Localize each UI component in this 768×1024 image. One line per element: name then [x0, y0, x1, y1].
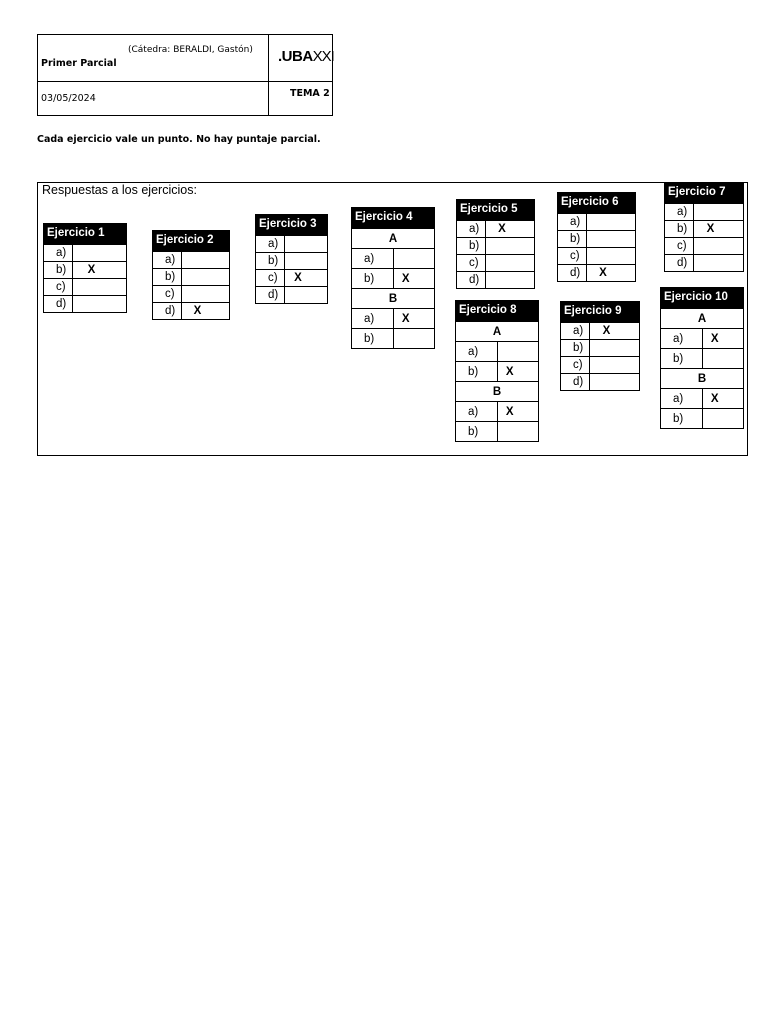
answer-table — [456, 220, 535, 289]
header-divider-vertical — [268, 35, 269, 115]
option-label: a) — [44, 245, 73, 262]
answer-cell: X — [702, 389, 744, 409]
option-label: b) — [153, 269, 182, 286]
exercise-6 — [557, 192, 636, 282]
answer-row — [153, 286, 230, 303]
exercise-title: Ejercicio 10 — [660, 287, 744, 308]
answer-cell — [694, 204, 744, 221]
option-label: b) — [352, 269, 394, 289]
answers-box — [37, 182, 748, 456]
answer-cell — [587, 231, 636, 248]
exercise-title: Ejercicio 1 — [43, 223, 127, 244]
option-label: b) — [558, 231, 587, 248]
exercise-1 — [43, 223, 127, 313]
part-label: A — [456, 322, 539, 342]
answer-row — [661, 409, 744, 429]
answer-row — [44, 296, 127, 313]
option-label: a) — [661, 329, 703, 349]
option-label: a) — [256, 236, 285, 253]
answer-cell — [590, 340, 640, 357]
option-label: d) — [561, 374, 590, 391]
option-label: a) — [456, 342, 498, 362]
answer-row — [256, 287, 328, 304]
option-label: a) — [457, 221, 486, 238]
option-label: c) — [457, 255, 486, 272]
option-label: b) — [456, 362, 498, 382]
answer-row — [256, 253, 328, 270]
uba-xxi-logo — [278, 48, 334, 65]
answer-row — [352, 249, 435, 269]
option-label: b) — [457, 238, 486, 255]
option-label: a) — [456, 402, 498, 422]
part-label: B — [352, 289, 435, 309]
answer-row — [153, 252, 230, 269]
answer-cell — [590, 374, 640, 391]
answer-table — [255, 235, 328, 304]
option-label: c) — [665, 238, 694, 255]
answer-row — [561, 323, 640, 340]
option-label: c) — [153, 286, 182, 303]
option-label: c) — [558, 248, 587, 265]
answers-title: Respuestas a los ejercicios: — [42, 183, 197, 197]
instructions-text: Cada ejercicio vale un punto. No hay puntaje parcial. — [37, 134, 321, 145]
exam-date: 03/05/2024 — [41, 93, 96, 104]
answer-cell — [285, 253, 328, 270]
exercise-2 — [152, 230, 230, 320]
answer-cell — [694, 238, 744, 255]
option-label: b) — [661, 349, 703, 369]
answer-cell — [73, 279, 127, 296]
answer-cell — [393, 249, 435, 269]
answer-cell — [497, 342, 539, 362]
answer-cell — [182, 286, 230, 303]
answer-cell — [73, 245, 127, 262]
option-label: d) — [256, 287, 285, 304]
answer-cell: X — [497, 362, 539, 382]
part-label: A — [352, 229, 435, 249]
option-label: a) — [352, 309, 394, 329]
answer-table — [660, 308, 744, 429]
tema-label: TEMA 2 — [290, 88, 330, 99]
exam-name: Primer Parcial — [41, 58, 117, 69]
answer-cell — [486, 238, 535, 255]
answer-row — [561, 340, 640, 357]
option-label: b) — [665, 221, 694, 238]
answer-row — [661, 329, 744, 349]
exercise-9 — [560, 301, 640, 391]
part-label: A — [661, 309, 744, 329]
answer-cell: X — [393, 269, 435, 289]
answer-cell — [182, 252, 230, 269]
option-label: b) — [256, 253, 285, 270]
answer-cell: X — [73, 262, 127, 279]
part-header-row — [456, 382, 539, 402]
option-label: a) — [352, 249, 394, 269]
option-label: d) — [558, 265, 587, 282]
answer-row — [665, 204, 744, 221]
option-label: b) — [352, 329, 394, 349]
answer-row — [457, 272, 535, 289]
part-header-row — [661, 369, 744, 389]
answer-row — [153, 269, 230, 286]
exercise-3 — [255, 214, 328, 304]
answer-cell — [590, 357, 640, 374]
answer-row — [256, 270, 328, 287]
answer-table — [351, 228, 435, 349]
option-label: b) — [456, 422, 498, 442]
part-label: B — [456, 382, 539, 402]
answer-row — [456, 362, 539, 382]
answer-row — [153, 303, 230, 320]
answer-cell — [73, 296, 127, 313]
option-label: b) — [44, 262, 73, 279]
answer-row — [352, 329, 435, 349]
answer-cell: X — [702, 329, 744, 349]
exercise-title: Ejercicio 3 — [255, 214, 328, 235]
answer-row — [558, 248, 636, 265]
answer-cell — [694, 255, 744, 272]
answer-row — [558, 214, 636, 231]
answer-cell — [702, 409, 744, 429]
part-header-row — [352, 289, 435, 309]
answer-cell: X — [694, 221, 744, 238]
option-label: d) — [44, 296, 73, 313]
answer-row — [456, 422, 539, 442]
exercise-8 — [455, 300, 539, 442]
option-label: d) — [457, 272, 486, 289]
exercise-title: Ejercicio 4 — [351, 207, 435, 228]
answer-cell — [587, 214, 636, 231]
exercise-title: Ejercicio 2 — [152, 230, 230, 251]
answer-cell — [285, 287, 328, 304]
part-header-row — [352, 229, 435, 249]
answer-row — [456, 402, 539, 422]
answer-cell — [497, 422, 539, 442]
answer-row — [665, 221, 744, 238]
option-label: b) — [661, 409, 703, 429]
option-label: a) — [561, 323, 590, 340]
answer-row — [558, 231, 636, 248]
answer-cell — [393, 329, 435, 349]
answer-cell — [182, 269, 230, 286]
part-header-row — [661, 309, 744, 329]
answer-row — [457, 221, 535, 238]
option-label: a) — [153, 252, 182, 269]
exercise-title: Ejercicio 6 — [557, 192, 636, 213]
answer-row — [661, 349, 744, 369]
answer-row — [665, 255, 744, 272]
answer-cell: X — [486, 221, 535, 238]
answer-row — [561, 374, 640, 391]
answer-row — [352, 309, 435, 329]
exercise-5 — [456, 199, 535, 289]
answer-row — [44, 262, 127, 279]
answer-cell: X — [590, 323, 640, 340]
header-divider-horizontal — [38, 81, 332, 82]
answer-cell: X — [587, 265, 636, 282]
logo-suffix-text: XXI — [312, 48, 334, 65]
answer-table — [455, 321, 539, 442]
option-label: d) — [665, 255, 694, 272]
option-label: c) — [561, 357, 590, 374]
option-label: d) — [153, 303, 182, 320]
answer-cell: X — [182, 303, 230, 320]
exercise-title: Ejercicio 7 — [664, 182, 744, 203]
answer-cell — [486, 255, 535, 272]
answer-cell: X — [285, 270, 328, 287]
answer-row — [44, 245, 127, 262]
answer-cell — [702, 349, 744, 369]
option-label: a) — [558, 214, 587, 231]
answer-cell — [587, 248, 636, 265]
answer-row — [352, 269, 435, 289]
catedra-label: (Cátedra: BERALDI, Gastón) — [128, 45, 253, 55]
answer-row — [256, 236, 328, 253]
answer-table — [664, 203, 744, 272]
answer-table — [560, 322, 640, 391]
answer-row — [661, 389, 744, 409]
logo-main-text: .UBA — [278, 48, 313, 65]
exercise-10 — [660, 287, 744, 429]
exercise-title: Ejercicio 5 — [456, 199, 535, 220]
exercise-4 — [351, 207, 435, 349]
exercise-7 — [664, 182, 744, 272]
answer-row — [44, 279, 127, 296]
answer-cell: X — [497, 402, 539, 422]
exercise-title: Ejercicio 9 — [560, 301, 640, 322]
answer-cell — [285, 236, 328, 253]
answer-row — [456, 342, 539, 362]
answer-cell — [486, 272, 535, 289]
exam-header-box — [37, 34, 333, 116]
option-label: a) — [665, 204, 694, 221]
option-label: b) — [561, 340, 590, 357]
option-label: c) — [256, 270, 285, 287]
option-label: c) — [44, 279, 73, 296]
option-label: a) — [661, 389, 703, 409]
part-header-row — [456, 322, 539, 342]
answer-table — [557, 213, 636, 282]
answer-table — [152, 251, 230, 320]
part-label: B — [661, 369, 744, 389]
answer-row — [558, 265, 636, 282]
exercise-title: Ejercicio 8 — [455, 300, 539, 321]
answer-cell: X — [393, 309, 435, 329]
answer-table — [43, 244, 127, 313]
answer-row — [457, 238, 535, 255]
answer-row — [457, 255, 535, 272]
answer-row — [665, 238, 744, 255]
answer-row — [561, 357, 640, 374]
